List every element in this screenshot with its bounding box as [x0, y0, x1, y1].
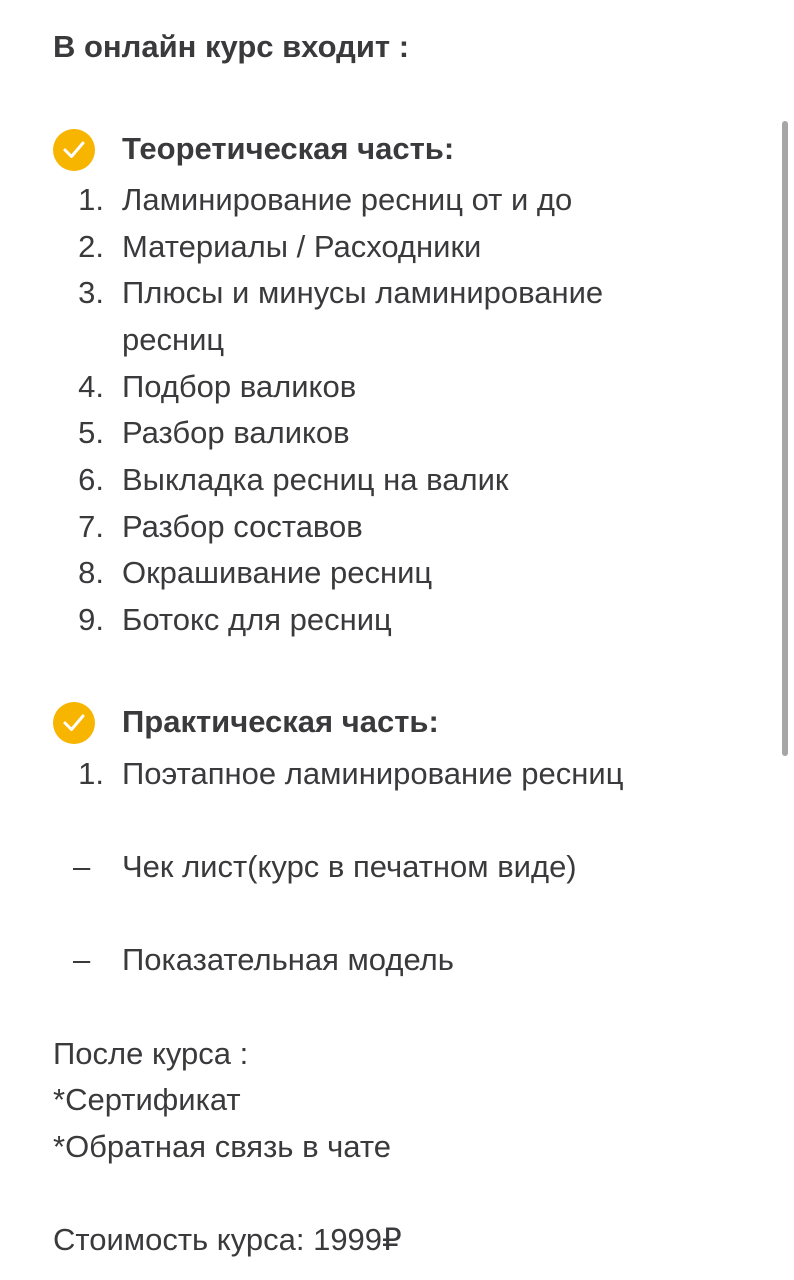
- list-item: Чек лист(курс в печатном виде): [122, 849, 577, 884]
- dash-marker: –: [73, 849, 91, 884]
- list-item: Показательная модель: [122, 942, 454, 977]
- after-course-line: *Обратная связь в чате: [53, 1129, 391, 1164]
- after-course-heading: После курса :: [53, 1036, 249, 1071]
- list-item: Ламинирование ресниц от и до: [122, 182, 573, 217]
- page-title: В онлайн курс входит :: [53, 29, 410, 64]
- list-item: Ботокс для ресниц: [122, 602, 392, 637]
- list-item: Поэтапное ламинирование ресниц: [122, 756, 624, 791]
- list-item: Разбор составов: [122, 509, 363, 544]
- dash-marker: –: [73, 942, 91, 977]
- list-number: 1.: [78, 756, 104, 791]
- theory-heading: Теоретическая часть:: [122, 131, 455, 166]
- list-item: Разбор валиков: [122, 415, 350, 450]
- list-number: 1.: [78, 182, 104, 217]
- after-course-line: *Сертификат: [53, 1082, 241, 1117]
- scrollbar[interactable]: [782, 121, 788, 756]
- list-number: 4.: [78, 369, 104, 404]
- check-circle-icon: [53, 702, 95, 744]
- list-number: 3.: [78, 275, 104, 310]
- list-item: Материалы / Расходники: [122, 229, 482, 264]
- list-number: 7.: [78, 509, 104, 544]
- list-item: Окрашивание ресниц: [122, 555, 433, 590]
- list-item: Подбор валиков: [122, 369, 357, 404]
- practice-heading: Практическая часть:: [122, 704, 439, 739]
- price-text: Стоимость курса: 1999₽: [53, 1222, 402, 1257]
- list-number: 8.: [78, 555, 104, 590]
- list-number: 9.: [78, 602, 104, 637]
- list-item: Выкладка ресниц на валик: [122, 462, 509, 497]
- list-item: Плюсы и минусы ламинирование: [122, 275, 604, 310]
- list-number: 2.: [78, 229, 104, 264]
- list-item-continuation: ресниц: [122, 322, 225, 357]
- list-number: 6.: [78, 462, 104, 497]
- list-number: 5.: [78, 415, 104, 450]
- check-circle-icon: [53, 129, 95, 171]
